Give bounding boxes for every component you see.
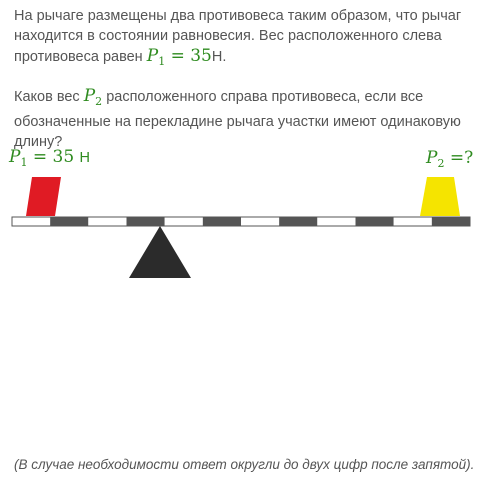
right-label-var: P [426, 148, 438, 168]
lever-beam [12, 217, 470, 226]
beam-segment [50, 217, 88, 226]
beam-segment [356, 217, 394, 226]
fulcrum [129, 226, 191, 278]
problem-text-line1: На рычаге размещены два противовеса таким образом, что рычаг находится в состоянии равновесия. Вес расположенного слева противовеса равен [14, 8, 462, 65]
beam-segment [317, 217, 355, 226]
question-text-b: расположенного справа противовеса, если все обозначенные на перекладине рычага участки имеют одинаковую длину? [14, 89, 461, 150]
rounding-note: (В случае необходимости ответ округли до двух цифр после запятой). [14, 457, 475, 472]
beam-segment [12, 217, 50, 226]
problem-statement [14, 6, 476, 72]
beam-segment [203, 217, 241, 226]
p2-expression [84, 86, 102, 106]
left-label-eq: = 35 [32, 147, 75, 167]
p1-unit: Н [211, 49, 223, 65]
question-text-a: Каков вес [14, 89, 80, 105]
p1-expression [147, 46, 212, 66]
left-label-sub: 1 [20, 156, 28, 169]
beam-segment [432, 217, 470, 226]
p1-var: P [146, 46, 159, 66]
p2-sub: 2 [95, 95, 103, 108]
right-weight [420, 177, 460, 216]
left-label-var: P [9, 147, 21, 167]
p2-var: P [83, 86, 96, 106]
beam-segment [394, 217, 432, 226]
p1-value: = 35 [170, 46, 212, 66]
period: . [222, 49, 227, 65]
left-weight [26, 177, 61, 216]
right-label-eq: =? [449, 148, 474, 168]
beam-segment [127, 217, 165, 226]
left-label-unit: Н [79, 150, 91, 166]
beam-segment [279, 217, 317, 226]
beam-segment [165, 217, 203, 226]
p1-sub: 1 [158, 55, 166, 68]
right-label-sub: 2 [437, 157, 445, 170]
lever-diagram [0, 140, 482, 300]
beam-segment [88, 217, 126, 226]
beam-segment [241, 217, 279, 226]
